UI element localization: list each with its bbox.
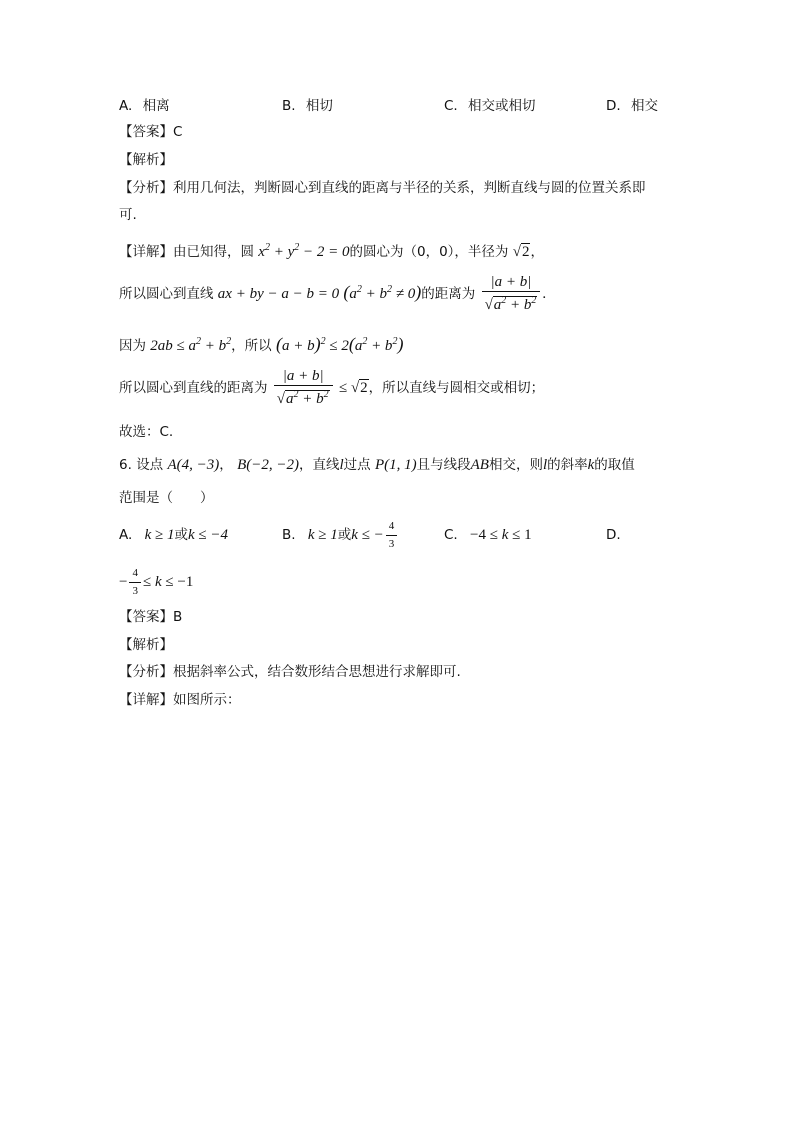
q5-leq-sqrt2: ≤ √2: [338, 380, 368, 396]
q6-line-l: l: [339, 457, 344, 473]
q5-analysis-heading: 【解析】: [119, 152, 173, 168]
q5-detail-line-4: [119, 366, 544, 410]
q6-option-d-value: − $\frac{4}{3}$ ≤ k ≤ −1: [119, 562, 193, 602]
q5-option-d-text: 相交: [630, 98, 658, 114]
q6-xiangjie-tag: 【详解】: [119, 692, 173, 708]
q6-point-a: A(4, −3): [167, 457, 220, 473]
q5-detail-line-3: [119, 332, 403, 356]
q5-option-c: [444, 96, 536, 116]
q5-detail-line-1: [119, 238, 544, 262]
q6-detail-text: 如图所示：: [173, 692, 241, 708]
q5-detail-1c: ，: [530, 244, 544, 260]
q5-distance-fraction: $\frac{|a + b|}{√a^2 + b^2}$: [482, 274, 541, 314]
q5-option-c-label: C.: [444, 98, 458, 114]
q6-answer-value: B: [173, 609, 183, 625]
q6-detail-line: [119, 690, 241, 710]
q5-detail-1a: 由已知得，圆: [173, 244, 254, 260]
q6-option-a: A. k ≥ 1或k ≤ −4: [119, 527, 229, 543]
q5-option-b-label: B.: [282, 98, 296, 114]
q5-circle-equation: $x^2 + y^2 - 2 = 0$: [258, 242, 350, 260]
q6-slope-k: k: [587, 457, 595, 473]
q5-line-condition: $(a^2 + b^2 \ne 0)$: [343, 282, 422, 302]
q5-answer-line: [119, 122, 182, 142]
q6-stem-1b: ，: [219, 457, 233, 473]
q5-fenxi-tag: 【分析】: [119, 180, 173, 196]
q5-option-a-label: A.: [119, 98, 133, 114]
q5-option-c-text: 相交或相切: [468, 98, 536, 114]
q5-answer-value: C: [173, 124, 183, 140]
q6-fenxi-tag: 【分析】: [119, 664, 173, 680]
q6-number: 6.: [119, 457, 132, 473]
q5-option-a-text: 相离: [142, 98, 170, 114]
q6-point-b: B(−2, −2): [237, 457, 299, 473]
q6-option-c-label: C.: [444, 527, 458, 543]
q5-detail-3b: ，所以: [231, 338, 272, 354]
q6-segment-ab: AB: [470, 457, 489, 473]
q6-option-b: B. k ≥ 1或k ≤ − $\frac{4}{3}$: [282, 515, 399, 555]
q6-option-a-label: A.: [119, 527, 133, 543]
q5-fenxi-line-1: [119, 178, 646, 198]
q5-detail-2b: 的距离为: [421, 286, 476, 302]
q5-option-d-label: D.: [606, 98, 621, 114]
q5-inequality-2: $(a + b)^2 \le 2(a^2 + b^2)$: [275, 334, 404, 354]
q6-stem-1f: 相交，则: [488, 457, 543, 473]
q6-option-b-or: 或: [337, 527, 352, 543]
q6-analysis-heading: 【解析】: [119, 637, 173, 653]
q6-stem-1e: 且与线段: [416, 457, 471, 473]
q6-option-b-label: B.: [282, 527, 296, 543]
q6-stem-line-1: [119, 455, 635, 475]
q6-point-p: P(1, 1): [374, 457, 417, 473]
q5-detail-4b: ，所以直线与圆相交或相切；: [368, 380, 545, 396]
q5-detail-4a: 所以圆心到直线的距离为: [119, 380, 268, 396]
q5-detail-3a: 因为: [119, 338, 146, 354]
q5-fenxi-line-2: 可.: [119, 207, 137, 223]
q6-answer-line: [119, 607, 182, 627]
q5-radius-sqrt2: √2: [512, 244, 530, 260]
q6-option-c: C. −4 ≤ k ≤ 1: [444, 527, 532, 543]
q5-inequality-1: $2ab \le a^2 + b^2$: [150, 336, 232, 354]
q5-option-b-text: 相切: [305, 98, 333, 114]
q5-detail-1b: 的圆心为（0，0），半径为: [349, 244, 509, 260]
q5-detail-2a: 所以圆心到直线: [119, 286, 214, 302]
q6-option-d: [606, 525, 621, 545]
q5-line-equation: ax + by − a − b = 0: [217, 286, 340, 302]
q6-stem-1h: 的取值: [594, 457, 635, 473]
q5-answer-tag: 【答案】: [119, 124, 173, 140]
q6-line-l-2: l: [542, 457, 548, 473]
q6-stem-1g: 的斜率: [547, 457, 588, 473]
q5-option-d: [606, 96, 658, 116]
q6-answer-tag: 【答案】: [119, 609, 173, 625]
q6-stem-line-2: 范围是（ ）: [119, 490, 214, 506]
q5-detail-line-2: 所以圆心到直线 ax + by − a − b = 0 $(a^2 + b^2 \ne 0)$的距离为 $\frac{|a + b|}{√a^2 + b^2}$ .: [119, 274, 547, 313]
q5-option-a: [119, 96, 170, 116]
q5-option-b: [282, 96, 333, 116]
q5-xiangjie-tag: 【详解】: [119, 244, 173, 260]
q6-option-d-label: D.: [606, 527, 621, 543]
q6-fenxi-line: [119, 662, 461, 682]
q6-fenxi-text: 根据斜率公式，结合数形结合思想进行求解即可.: [173, 664, 461, 680]
q5-distance-fraction-2: $\frac{|a + b|}{√a^2 + b^2}$: [274, 368, 333, 408]
q6-stem-1d: 过点: [343, 457, 371, 473]
q6-stem-1c: ，直线: [298, 457, 340, 473]
q6-option-a-or: 或: [174, 527, 188, 543]
q6-stem-1a: 设点: [136, 457, 164, 473]
q5-conclusion: 故选：C.: [119, 424, 174, 440]
q5-fenxi-text-1: 利用几何法，判断圆心到直线的距离与半径的关系，判断直线与圆的位置关系即: [173, 180, 646, 196]
